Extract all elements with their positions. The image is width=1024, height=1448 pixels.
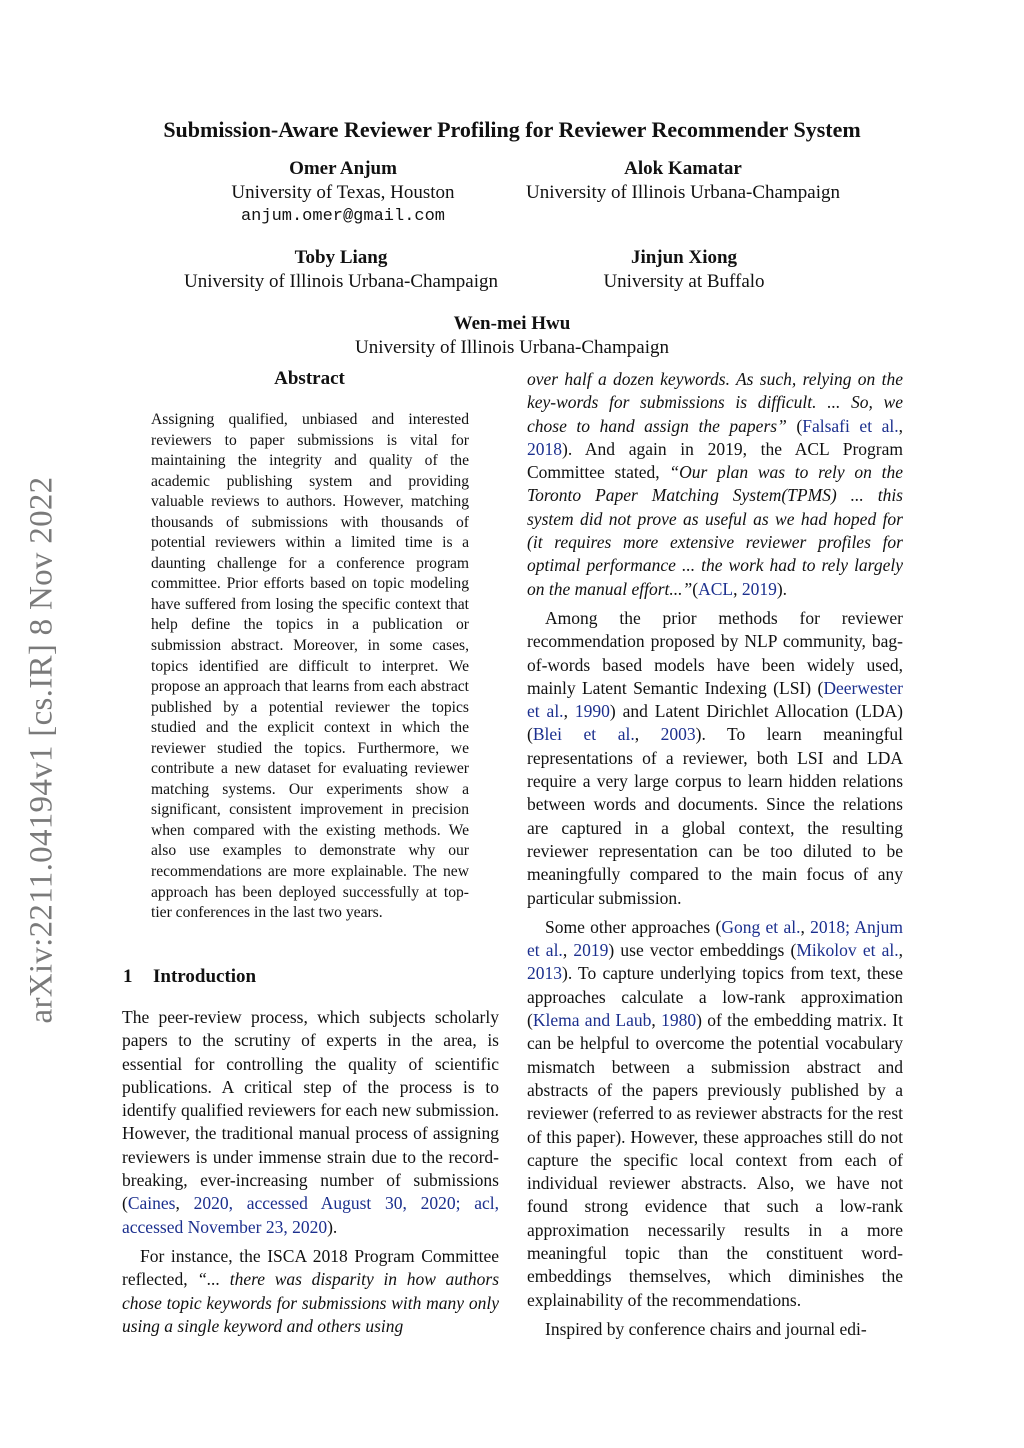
author-affiliation: University of Texas, Houston: [231, 182, 455, 203]
citation-link[interactable]: Blei et al.: [532, 724, 635, 745]
citation-link[interactable]: Gong et al.: [721, 916, 801, 937]
section-number: 1: [123, 966, 133, 987]
citation-link[interactable]: Caines: [127, 1193, 176, 1214]
author-affiliation: University of Illinois Urbana-Champaign: [526, 182, 840, 203]
author-block: [570, 246, 798, 294]
paper-title: Submission-Aware Reviewer Profiling for Reviewer Recommender System: [163, 117, 861, 142]
citation-link[interactable]: 1980: [661, 1010, 697, 1031]
citation-link[interactable]: 2019: [573, 940, 609, 961]
citation-link[interactable]: 2020, accessed August 30, 2020; acl, accessed November 23, 2020: [122, 1193, 500, 1237]
right-column: [527, 368, 903, 1341]
quotation: “Our plan was to rely on the Toronto Paper Matching System(TPMS) ... this system did not prove as useful as we had hoped for (it requires more extensive reviewer profiles for optimal performance ... the work had to rely largely on the manual effort...”: [527, 462, 903, 599]
citation-link[interactable]: Mikolov et al.: [796, 940, 899, 961]
author-name: Toby Liang: [294, 247, 388, 268]
section-heading: [123, 966, 256, 988]
author-name: Wen-mei Hwu: [453, 313, 571, 334]
citation-link[interactable]: ACL: [698, 578, 734, 599]
section-title: Introduction: [153, 966, 257, 987]
author-name: Omer Anjum: [289, 158, 397, 179]
author-block: [212, 157, 474, 229]
paragraph: Some other approaches (Gong et al., 2018; Anjum et al., 2019) use vector embeddings (Mikolov et al., 2013). To capture underlying topics from text, these approaches calculate a low-rank approximation (Klema and Laub, 1980) of the embedding matrix. It can be helpful to overcome the potential vocabulary mismatch between a submission abstract and abstracts of the papers previously published by a reviewer (referred to as reviewer abstracts for the rest of this paper). However, these approaches still do not capture the specific local context from each of individual reviewer abstracts. Also, we have not found strong evidence that such a low-rank approximation necessarily results in a more meaningful topic than the constituent word-embeddings themselves, which diminishes the explainability of the recommendations.: [527, 916, 904, 1310]
quotation: over half a dozen keywords. As such, relying on the key-words for submissions is difficult. ... So, we chose to hand assign the papers”: [527, 369, 903, 436]
arxiv-identifier: arXiv:2211.04194v1 [cs.IR] 8 Nov 2022: [23, 476, 60, 1024]
author-affiliation: University of Illinois Urbana-Champaign: [184, 271, 498, 292]
abstract-heading: Abstract: [274, 368, 345, 389]
author-name: Alok Kamatar: [624, 158, 742, 179]
paragraph: over half a dozen keywords. As such, relying on the key-words for submissions is difficult. ... So, we chose to hand assign the papers” (Falsafi et al., 2018). And again in 2019, the ACL Program Committee stated, “Our plan was to rely on the Toronto Paper Matching System(TPMS) ... this system did not prove as useful as we had hoped for (it requires more extensive reviewer profiles for optimal performance ... the work had to rely largely on the manual effort...”(ACL, 2019).: [527, 369, 904, 599]
author-block: [312, 312, 712, 360]
paragraph: The peer-review process, which subjects scholarly papers to the scrutiny of experts in the area, is essential for controlling the quality of scientific publications. A critical step of the process is to identify qualified reviewers for each new submission. However, the traditional manual process of assigning reviewers is under immense strain due to the record-breaking, ever-increasing number of submissions (Caines, 2020, accessed August 30, 2020; acl, accessed November 23, 2020).: [122, 1007, 500, 1237]
citation-link[interactable]: Falsafi et al.: [802, 415, 899, 436]
author-email[interactable]: anjum.omer@gmail.com: [240, 207, 446, 226]
citation-link[interactable]: Deerwester et al.: [527, 677, 903, 722]
author-affiliation: University at Buffalo: [603, 271, 765, 292]
citation-link[interactable]: 2003: [660, 724, 696, 745]
citation-link[interactable]: 2018: [527, 438, 562, 459]
abstract-text: Assigning qualified, unbiased and interested reviewers to paper submissions is vital for maintaining the integrity and quality of the academic publishing system and providing valuable reviews to authors. However, matching thousands of submissions with thousands of potential reviewers within a limited time is a daunting challenge for a conference program committee. Prior efforts based on topic modeling have suffered from losing the specific context that help define the topics in a publication or submission abstract. Moreover, in some cases, topics identified are difficult to interpret. We propose an approach that learns from each abstract published by a potential reviewer the topics studied and the explicit context in which the reviewer studied the topics. Furthermore, we contribute a new dataset for evaluating reviewer matching systems. Our experiments show a significant, consistent improvement in precision when compared with the existing methods. We also use examples to demonstrate why our recommendations are more explainable. The new approach has been deployed successfully at top-tier conferences in the last two years.: [151, 411, 469, 922]
citation-link[interactable]: 2013: [527, 963, 562, 984]
left-column: [122, 1006, 499, 1338]
paragraph: Among the prior methods for reviewer recommendation proposed by NLP community, bag-of-words based models have been widely used, mainly Latent Semantic Indexing (LSI) (Deerwester et al., 1990) and Latent Dirichlet Allocation (LDA) (Blei et al., 2003). To learn meaningful representations of a reviewer, both LSI and LDA require a very large corpus to learn hidden relations between words and documents. Since the relations are captured in a global context, the resulting reviewer representation can be too diluted to be meaningfully compared to the main focus of any particular submission.: [527, 607, 904, 908]
paragraph: Inspired by conference chairs and journal edi-: [545, 1318, 867, 1339]
author-block: [160, 246, 522, 294]
citation-link[interactable]: Klema and Laub: [532, 1010, 652, 1031]
citation-link[interactable]: 1990: [574, 701, 610, 722]
author-affiliation: University of Illinois Urbana-Champaign: [355, 337, 669, 358]
citation-link[interactable]: 2018; Anjum et al.: [527, 916, 903, 961]
author-block: [500, 157, 866, 205]
author-name: Jinjun Xiong: [630, 247, 738, 268]
citation-link[interactable]: 2019: [741, 578, 777, 599]
quotation: “... there was disparity in how authors chose topic keywords for submissions with many only using a single keyword and others using: [122, 1269, 500, 1336]
paragraph: For instance, the ISCA 2018 Program Committee reflected, “... there was disparity in how authors chose topic keywords for submissions with many only using a single keyword and others using: [122, 1245, 500, 1336]
